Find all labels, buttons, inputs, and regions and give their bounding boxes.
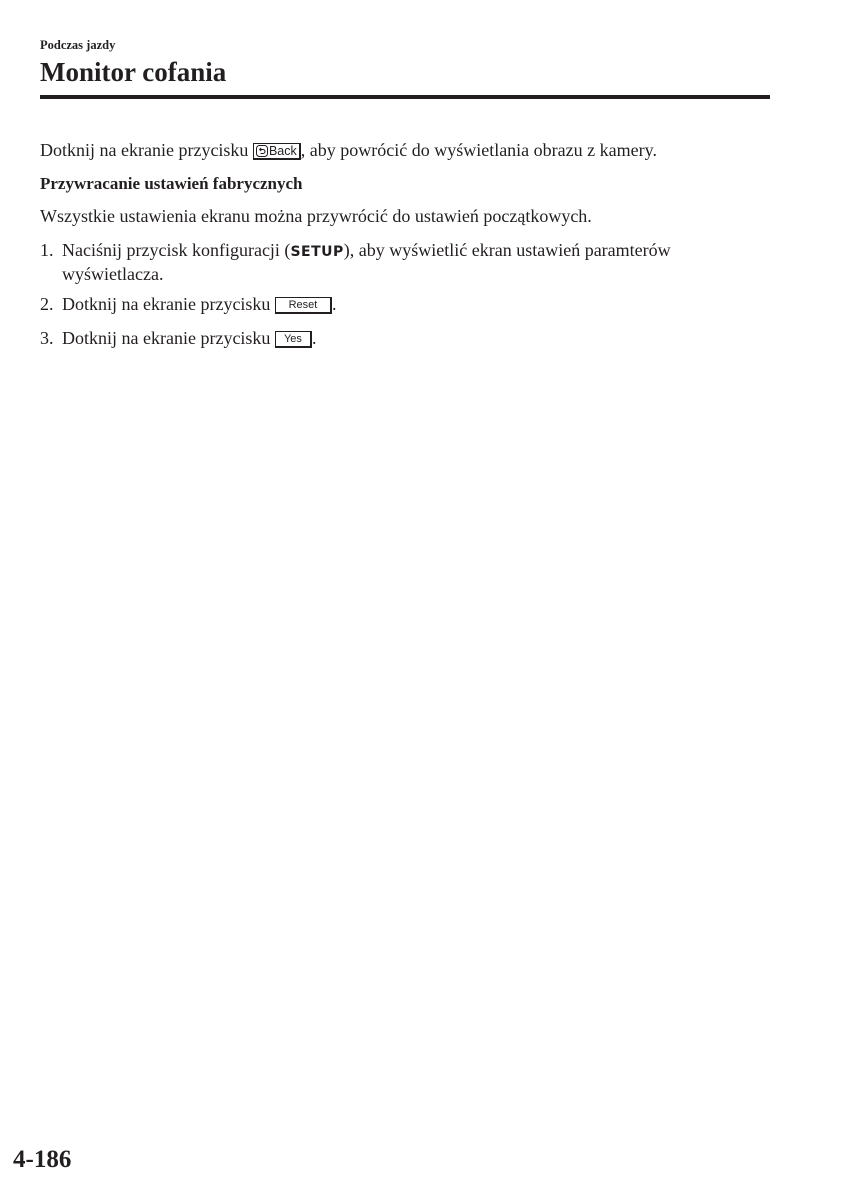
step-text: Dotknij na ekranie przycisku (62, 294, 275, 314)
step-text: Dotknij na ekranie przycisku (62, 328, 275, 348)
back-button-label: Back (268, 144, 297, 158)
back-button[interactable] (253, 143, 301, 160)
step-text-continued: wyświetlacza. (62, 264, 164, 284)
step-text: Naciśnij przycisk konfiguracji ( (62, 240, 291, 260)
section-label: Podczas jazdy (40, 38, 116, 52)
step-number: 3. (40, 328, 54, 348)
step-number: 1. (40, 240, 54, 260)
back-arrow-icon (256, 145, 268, 157)
back-instruction-text: Dotknij na ekranie przycisku (40, 140, 253, 160)
list-item-step-2 (40, 293, 760, 315)
reset-intro: Wszystkie ustawienia ekranu można przywrócić do ustawień początkowych. (40, 206, 592, 226)
list-item-step-1 (40, 239, 760, 285)
reset-button[interactable]: Reset (275, 297, 332, 314)
title-rule (40, 95, 770, 99)
back-instruction (40, 139, 657, 161)
yes-button[interactable]: Yes (275, 331, 312, 348)
reset-heading: Przywracanie ustawień fabrycznych (40, 174, 303, 193)
page-title: Monitor cofania (40, 57, 227, 87)
page-number: 4-186 (13, 1146, 72, 1173)
setup-key-label: SETUP (290, 244, 344, 260)
step-text-end: ), aby wyświetlić ekran ustawień paramterów (343, 240, 671, 260)
back-instruction-text-end: , aby powrócić do wyświetlania obrazu z kamery. (300, 140, 657, 160)
step-number: 2. (40, 294, 54, 314)
step-text-end: . (311, 328, 317, 348)
step-text-end: . (331, 294, 337, 314)
list-item-step-3 (40, 327, 760, 349)
